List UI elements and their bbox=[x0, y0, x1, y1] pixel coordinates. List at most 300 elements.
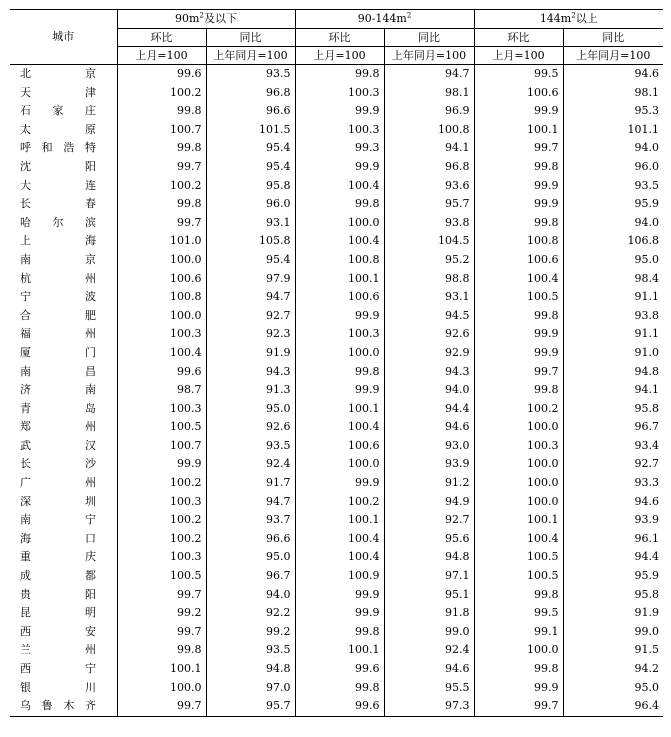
small-mom-cell: 99.7 bbox=[117, 214, 206, 233]
large-yoy-cell: 98.1 bbox=[634, 85, 660, 99]
large-mom-cell: 99.7 bbox=[474, 363, 563, 382]
city-name: 长 春 bbox=[20, 197, 96, 211]
city-name: 天 津 bbox=[20, 85, 96, 99]
city-cell bbox=[10, 381, 117, 400]
small-yoy-cell: 93.7 bbox=[206, 511, 295, 530]
large-yoy-cell: 93.3 bbox=[634, 476, 660, 490]
large-yoy-cell: 99.0 bbox=[634, 624, 660, 638]
group-header-medium bbox=[295, 10, 474, 29]
housing-price-index-table bbox=[10, 9, 663, 717]
table-row bbox=[10, 548, 663, 567]
small-yoy-cell: 94.7 bbox=[206, 493, 295, 512]
city-cell bbox=[10, 325, 117, 344]
medium-yoy-cell: 94.5 bbox=[384, 307, 474, 326]
small-mom-cell: 100.0 bbox=[117, 251, 206, 270]
table-row bbox=[10, 697, 663, 716]
small-yoy-cell: 92.7 bbox=[206, 307, 295, 326]
large-mom-cell: 100.0 bbox=[474, 474, 563, 493]
mom-base-header: 上月=100 bbox=[295, 47, 384, 65]
medium-yoy-cell: 96.9 bbox=[384, 102, 474, 121]
table-row bbox=[10, 474, 663, 493]
table-row bbox=[10, 418, 663, 437]
yoy-base-header: 上年同月=100 bbox=[384, 47, 474, 65]
medium-yoy-cell: 93.9 bbox=[384, 455, 474, 474]
medium-yoy-cell: 95.5 bbox=[384, 679, 474, 698]
city-cell bbox=[10, 177, 117, 196]
medium-mom-cell: 99.6 bbox=[295, 697, 384, 716]
medium-mom-cell: 99.9 bbox=[295, 307, 384, 326]
city-name: 哈 尔 滨 bbox=[20, 215, 96, 229]
small-mom-cell: 99.7 bbox=[117, 158, 206, 177]
city-cell bbox=[10, 455, 117, 474]
medium-yoy-cell: 94.9 bbox=[384, 493, 474, 512]
city-name: 太 原 bbox=[20, 122, 96, 136]
city-name: 西 宁 bbox=[20, 662, 96, 675]
city-cell bbox=[10, 158, 117, 177]
city-cell bbox=[10, 251, 117, 270]
mom-header: 环比 bbox=[295, 29, 384, 47]
city-cell bbox=[10, 288, 117, 307]
small-yoy-cell: 95.4 bbox=[206, 139, 295, 158]
small-yoy-cell: 93.5 bbox=[206, 65, 295, 84]
medium-mom-cell: 100.3 bbox=[295, 325, 384, 344]
city-name: 武 汉 bbox=[20, 438, 96, 452]
medium-yoy-cell: 97.3 bbox=[384, 697, 474, 716]
small-mom-cell: 100.2 bbox=[117, 474, 206, 493]
large-mom-cell: 100.0 bbox=[474, 493, 563, 512]
small-yoy-cell: 91.9 bbox=[206, 344, 295, 363]
medium-mom-cell: 99.9 bbox=[295, 158, 384, 177]
large-yoy-cell: 94.6 bbox=[634, 494, 660, 508]
table-body bbox=[10, 65, 663, 717]
table-row bbox=[10, 288, 663, 307]
small-mom-cell: 100.3 bbox=[117, 548, 206, 567]
small-mom-cell: 99.8 bbox=[117, 139, 206, 158]
large-yoy-cell: 96.4 bbox=[634, 699, 660, 713]
large-mom-cell: 100.8 bbox=[474, 232, 563, 251]
group-header-large bbox=[474, 10, 663, 29]
small-mom-cell: 100.3 bbox=[117, 325, 206, 344]
small-yoy-cell: 95.4 bbox=[206, 158, 295, 177]
city-name: 青 岛 bbox=[20, 401, 96, 415]
large-yoy-cell: 93.9 bbox=[634, 513, 660, 527]
medium-mom-cell: 99.6 bbox=[295, 660, 384, 679]
small-yoy-cell: 93.1 bbox=[206, 214, 295, 233]
large-mom-cell: 99.8 bbox=[474, 660, 563, 679]
medium-mom-cell: 100.3 bbox=[295, 84, 384, 103]
small-mom-cell: 98.7 bbox=[117, 381, 206, 400]
large-mom-cell: 100.1 bbox=[474, 511, 563, 530]
large-yoy-cell: 95.0 bbox=[634, 680, 660, 694]
yoy-base-header: 上年同月=100 bbox=[563, 47, 663, 65]
table-row bbox=[10, 251, 663, 270]
table-row bbox=[10, 641, 663, 660]
small-yoy-cell: 95.7 bbox=[206, 697, 295, 716]
small-mom-cell: 100.7 bbox=[117, 121, 206, 140]
medium-yoy-cell: 97.1 bbox=[384, 567, 474, 586]
medium-yoy-cell: 93.8 bbox=[384, 214, 474, 233]
medium-mom-cell: 100.4 bbox=[295, 418, 384, 437]
medium-yoy-cell: 94.4 bbox=[384, 400, 474, 419]
city-name: 上 海 bbox=[20, 234, 96, 248]
large-mom-cell: 100.0 bbox=[474, 455, 563, 474]
small-yoy-cell: 91.7 bbox=[206, 474, 295, 493]
small-yoy-cell: 97.9 bbox=[206, 270, 295, 289]
large-mom-cell: 100.1 bbox=[474, 121, 563, 140]
group-header-medium-sup: 2 bbox=[406, 11, 412, 20]
small-mom-cell: 100.2 bbox=[117, 177, 206, 196]
table-row bbox=[10, 195, 663, 214]
city-cell bbox=[10, 232, 117, 251]
city-name: 重 庆 bbox=[20, 550, 96, 564]
large-yoy-cell: 95.9 bbox=[634, 569, 660, 583]
group-header-small-sup: 2 bbox=[199, 11, 204, 20]
yoy-header: 同比 bbox=[563, 29, 663, 47]
small-yoy-cell: 101.5 bbox=[206, 121, 295, 140]
small-mom-cell: 100.3 bbox=[117, 493, 206, 512]
group-header-large-sup: 2 bbox=[571, 11, 576, 20]
large-mom-cell: 99.9 bbox=[474, 325, 563, 344]
small-mom-cell: 100.2 bbox=[117, 84, 206, 103]
table-row bbox=[10, 679, 663, 698]
group-header-large-post: 以上 bbox=[575, 12, 598, 25]
large-mom-cell: 99.9 bbox=[474, 344, 563, 363]
large-yoy-cell: 101.1 bbox=[627, 122, 660, 136]
group-header-medium-pre: 90-144m bbox=[357, 12, 407, 25]
city-name: 沈 阳 bbox=[20, 159, 96, 173]
large-mom-cell: 100.4 bbox=[474, 270, 563, 289]
city-name: 深 圳 bbox=[20, 494, 96, 508]
large-mom-cell: 99.8 bbox=[474, 307, 563, 326]
table-row bbox=[10, 400, 663, 419]
table-row bbox=[10, 177, 663, 196]
medium-mom-cell: 99.8 bbox=[295, 623, 384, 642]
small-yoy-cell: 92.6 bbox=[206, 418, 295, 437]
table-row bbox=[10, 437, 663, 456]
table-row bbox=[10, 455, 663, 474]
medium-yoy-cell: 95.2 bbox=[384, 251, 474, 270]
medium-yoy-cell: 93.0 bbox=[384, 437, 474, 456]
small-yoy-cell: 96.0 bbox=[206, 195, 295, 214]
medium-yoy-cell: 93.1 bbox=[384, 288, 474, 307]
city-cell bbox=[10, 641, 117, 660]
city-name: 昆 明 bbox=[20, 606, 96, 620]
medium-mom-cell: 99.8 bbox=[295, 363, 384, 382]
city-cell bbox=[10, 139, 117, 158]
table-row bbox=[10, 84, 663, 103]
small-mom-cell: 100.1 bbox=[117, 660, 206, 679]
small-mom-cell: 99.6 bbox=[117, 65, 206, 84]
large-mom-cell: 99.8 bbox=[474, 586, 563, 605]
large-yoy-cell: 95.8 bbox=[634, 587, 660, 601]
medium-mom-cell: 99.9 bbox=[295, 381, 384, 400]
group-header-small-post: 及以下 bbox=[203, 12, 237, 25]
city-cell bbox=[10, 102, 117, 121]
medium-mom-cell: 100.0 bbox=[295, 214, 384, 233]
table-row bbox=[10, 102, 663, 121]
medium-yoy-cell: 96.8 bbox=[384, 158, 474, 177]
city-cell bbox=[10, 548, 117, 567]
small-yoy-cell: 105.8 bbox=[206, 232, 295, 251]
city-cell bbox=[10, 493, 117, 512]
city-name: 南 昌 bbox=[20, 364, 96, 378]
small-mom-cell: 100.6 bbox=[117, 270, 206, 289]
small-yoy-cell: 92.4 bbox=[206, 455, 295, 474]
city-cell bbox=[10, 679, 117, 698]
medium-mom-cell: 99.8 bbox=[295, 195, 384, 214]
table-row bbox=[10, 604, 663, 623]
group-header-small-pre: 90m bbox=[175, 12, 200, 25]
small-mom-cell: 99.9 bbox=[117, 455, 206, 474]
city-cell bbox=[10, 418, 117, 437]
large-yoy-cell: 94.6 bbox=[634, 67, 660, 80]
table-row bbox=[10, 511, 663, 530]
small-yoy-cell: 96.6 bbox=[206, 102, 295, 121]
group-header-large-pre: 144m bbox=[539, 12, 572, 25]
large-yoy-cell: 93.4 bbox=[634, 438, 660, 452]
mom-header: 环比 bbox=[117, 29, 206, 47]
city-cell bbox=[10, 307, 117, 326]
large-mom-cell: 100.6 bbox=[474, 251, 563, 270]
city-name: 广 州 bbox=[20, 476, 96, 490]
medium-mom-cell: 99.9 bbox=[295, 586, 384, 605]
small-yoy-cell: 99.2 bbox=[206, 623, 295, 642]
medium-mom-cell: 100.1 bbox=[295, 641, 384, 660]
table-row bbox=[10, 530, 663, 549]
table-row bbox=[10, 660, 663, 679]
large-yoy-cell: 91.0 bbox=[634, 345, 660, 359]
large-yoy-cell: 95.9 bbox=[634, 197, 660, 211]
medium-mom-cell: 100.4 bbox=[295, 177, 384, 196]
large-yoy-cell: 94.1 bbox=[634, 383, 660, 397]
city-cell bbox=[10, 270, 117, 289]
table-row bbox=[10, 586, 663, 605]
large-yoy-cell: 93.8 bbox=[634, 308, 660, 322]
medium-yoy-cell: 98.8 bbox=[384, 270, 474, 289]
small-yoy-cell: 95.4 bbox=[206, 251, 295, 270]
small-yoy-cell: 96.8 bbox=[206, 84, 295, 103]
large-mom-cell: 100.5 bbox=[474, 288, 563, 307]
large-mom-cell: 99.9 bbox=[474, 679, 563, 698]
medium-yoy-cell: 94.8 bbox=[384, 548, 474, 567]
small-yoy-cell: 96.7 bbox=[206, 567, 295, 586]
medium-mom-cell: 100.0 bbox=[295, 455, 384, 474]
medium-mom-cell: 100.4 bbox=[295, 530, 384, 549]
small-mom-cell: 100.5 bbox=[117, 418, 206, 437]
city-cell bbox=[10, 604, 117, 623]
large-mom-cell: 100.6 bbox=[474, 84, 563, 103]
large-yoy-cell: 95.0 bbox=[634, 252, 660, 266]
table-row bbox=[10, 325, 663, 344]
table-row bbox=[10, 381, 663, 400]
medium-yoy-cell: 95.7 bbox=[384, 195, 474, 214]
small-yoy-cell: 95.0 bbox=[206, 400, 295, 419]
large-yoy-cell: 96.1 bbox=[634, 531, 660, 545]
small-yoy-cell: 94.7 bbox=[206, 288, 295, 307]
small-mom-cell: 100.4 bbox=[117, 344, 206, 363]
mom-base-header: 上月=100 bbox=[117, 47, 206, 65]
large-mom-cell: 100.4 bbox=[474, 530, 563, 549]
table-row bbox=[10, 344, 663, 363]
city-cell bbox=[10, 586, 117, 605]
medium-mom-cell: 100.9 bbox=[295, 567, 384, 586]
small-yoy-cell: 94.0 bbox=[206, 586, 295, 605]
mom-base-header: 上月=100 bbox=[474, 47, 563, 65]
city-name: 济 南 bbox=[20, 383, 96, 397]
small-mom-cell: 99.2 bbox=[117, 604, 206, 623]
large-mom-cell: 100.2 bbox=[474, 400, 563, 419]
medium-mom-cell: 100.1 bbox=[295, 270, 384, 289]
large-yoy-cell: 92.7 bbox=[634, 457, 660, 471]
medium-yoy-cell: 91.2 bbox=[384, 474, 474, 493]
city-cell bbox=[10, 530, 117, 549]
city-name: 银 川 bbox=[20, 680, 96, 694]
table-row bbox=[10, 121, 663, 140]
large-yoy-cell: 94.0 bbox=[634, 215, 660, 229]
medium-yoy-cell: 104.5 bbox=[384, 232, 474, 251]
small-mom-cell: 100.2 bbox=[117, 530, 206, 549]
small-mom-cell: 100.0 bbox=[117, 307, 206, 326]
city-cell bbox=[10, 623, 117, 642]
large-mom-cell: 99.7 bbox=[474, 139, 563, 158]
small-yoy-cell: 93.5 bbox=[206, 437, 295, 456]
large-yoy-cell: 98.4 bbox=[634, 271, 660, 285]
large-yoy-cell: 106.8 bbox=[627, 234, 660, 248]
large-mom-cell: 100.0 bbox=[474, 418, 563, 437]
mom-header: 环比 bbox=[474, 29, 563, 47]
small-mom-cell: 100.3 bbox=[117, 400, 206, 419]
medium-mom-cell: 100.6 bbox=[295, 437, 384, 456]
yoy-header: 同比 bbox=[384, 29, 474, 47]
large-mom-cell: 99.1 bbox=[474, 623, 563, 642]
table-row bbox=[10, 158, 663, 177]
medium-yoy-cell: 94.1 bbox=[384, 139, 474, 158]
medium-yoy-cell: 99.0 bbox=[384, 623, 474, 642]
table-row bbox=[10, 363, 663, 382]
small-yoy-cell: 93.5 bbox=[206, 641, 295, 660]
medium-yoy-cell: 95.1 bbox=[384, 586, 474, 605]
city-cell bbox=[10, 363, 117, 382]
large-yoy-cell: 91.1 bbox=[634, 290, 660, 304]
large-yoy-cell: 91.9 bbox=[634, 606, 660, 620]
small-mom-cell: 99.8 bbox=[117, 641, 206, 660]
city-name: 福 州 bbox=[20, 327, 96, 341]
table-row bbox=[10, 307, 663, 326]
medium-mom-cell: 100.1 bbox=[295, 400, 384, 419]
city-cell bbox=[10, 84, 117, 103]
city-cell bbox=[10, 400, 117, 419]
medium-yoy-cell: 100.8 bbox=[384, 121, 474, 140]
table-row bbox=[10, 493, 663, 512]
large-mom-cell: 99.9 bbox=[474, 195, 563, 214]
medium-yoy-cell: 92.4 bbox=[384, 641, 474, 660]
small-mom-cell: 99.7 bbox=[117, 623, 206, 642]
city-cell bbox=[10, 474, 117, 493]
medium-yoy-cell: 91.8 bbox=[384, 604, 474, 623]
medium-yoy-cell: 92.7 bbox=[384, 511, 474, 530]
large-yoy-cell: 96.7 bbox=[634, 420, 660, 434]
city-name: 南 京 bbox=[20, 252, 96, 266]
large-mom-cell: 99.5 bbox=[474, 65, 563, 84]
city-cell bbox=[10, 660, 117, 679]
small-mom-cell: 100.5 bbox=[117, 567, 206, 586]
city-name: 合 肥 bbox=[20, 308, 96, 322]
small-mom-cell: 99.7 bbox=[117, 697, 206, 716]
small-yoy-cell: 95.0 bbox=[206, 548, 295, 567]
small-yoy-cell: 94.8 bbox=[206, 660, 295, 679]
city-cell bbox=[10, 437, 117, 456]
large-mom-cell: 100.5 bbox=[474, 548, 563, 567]
medium-mom-cell: 100.4 bbox=[295, 232, 384, 251]
city-name: 南 宁 bbox=[20, 513, 96, 527]
small-yoy-cell: 94.3 bbox=[206, 363, 295, 382]
medium-yoy-cell: 94.3 bbox=[384, 363, 474, 382]
medium-mom-cell: 100.2 bbox=[295, 493, 384, 512]
city-cell bbox=[10, 697, 117, 716]
medium-mom-cell: 100.1 bbox=[295, 511, 384, 530]
medium-mom-cell: 99.3 bbox=[295, 139, 384, 158]
medium-mom-cell: 100.4 bbox=[295, 548, 384, 567]
large-yoy-cell: 95.3 bbox=[634, 104, 660, 118]
medium-mom-cell: 99.9 bbox=[295, 604, 384, 623]
small-yoy-cell: 92.2 bbox=[206, 604, 295, 623]
city-name: 宁 波 bbox=[20, 290, 96, 304]
medium-mom-cell: 99.9 bbox=[295, 474, 384, 493]
city-name: 海 口 bbox=[20, 531, 96, 545]
small-yoy-cell: 95.8 bbox=[206, 177, 295, 196]
table-row bbox=[10, 214, 663, 233]
table-row bbox=[10, 623, 663, 642]
price-index-table-container bbox=[10, 9, 663, 717]
large-yoy-cell: 91.5 bbox=[634, 643, 660, 657]
medium-yoy-cell: 94.6 bbox=[384, 660, 474, 679]
city-cell bbox=[10, 65, 117, 84]
medium-mom-cell: 99.8 bbox=[295, 65, 384, 84]
small-mom-cell: 99.7 bbox=[117, 586, 206, 605]
medium-yoy-cell: 94.7 bbox=[384, 65, 474, 84]
medium-mom-cell: 100.3 bbox=[295, 121, 384, 140]
table-row bbox=[10, 270, 663, 289]
medium-yoy-cell: 94.0 bbox=[384, 381, 474, 400]
table-row bbox=[10, 139, 663, 158]
large-mom-cell: 99.9 bbox=[474, 102, 563, 121]
large-mom-cell: 99.8 bbox=[474, 381, 563, 400]
city-name: 兰 州 bbox=[20, 643, 96, 657]
medium-mom-cell: 99.9 bbox=[295, 102, 384, 121]
large-mom-cell: 99.9 bbox=[474, 177, 563, 196]
large-mom-cell: 100.5 bbox=[474, 567, 563, 586]
city-cell bbox=[10, 214, 117, 233]
medium-mom-cell: 100.0 bbox=[295, 344, 384, 363]
large-mom-cell: 99.8 bbox=[474, 214, 563, 233]
city-cell bbox=[10, 344, 117, 363]
city-cell bbox=[10, 195, 117, 214]
small-mom-cell: 99.8 bbox=[117, 102, 206, 121]
small-mom-cell: 100.0 bbox=[117, 679, 206, 698]
small-mom-cell: 99.6 bbox=[117, 363, 206, 382]
table-row bbox=[10, 567, 663, 586]
large-mom-cell: 99.7 bbox=[474, 697, 563, 716]
city-cell bbox=[10, 511, 117, 530]
medium-mom-cell: 99.8 bbox=[295, 679, 384, 698]
large-mom-cell: 100.3 bbox=[474, 437, 563, 456]
large-yoy-cell: 93.5 bbox=[634, 178, 660, 192]
yoy-header: 同比 bbox=[206, 29, 295, 47]
large-yoy-cell: 96.0 bbox=[634, 159, 660, 173]
medium-yoy-cell: 95.6 bbox=[384, 530, 474, 549]
city-cell bbox=[10, 567, 117, 586]
medium-yoy-cell: 93.6 bbox=[384, 177, 474, 196]
